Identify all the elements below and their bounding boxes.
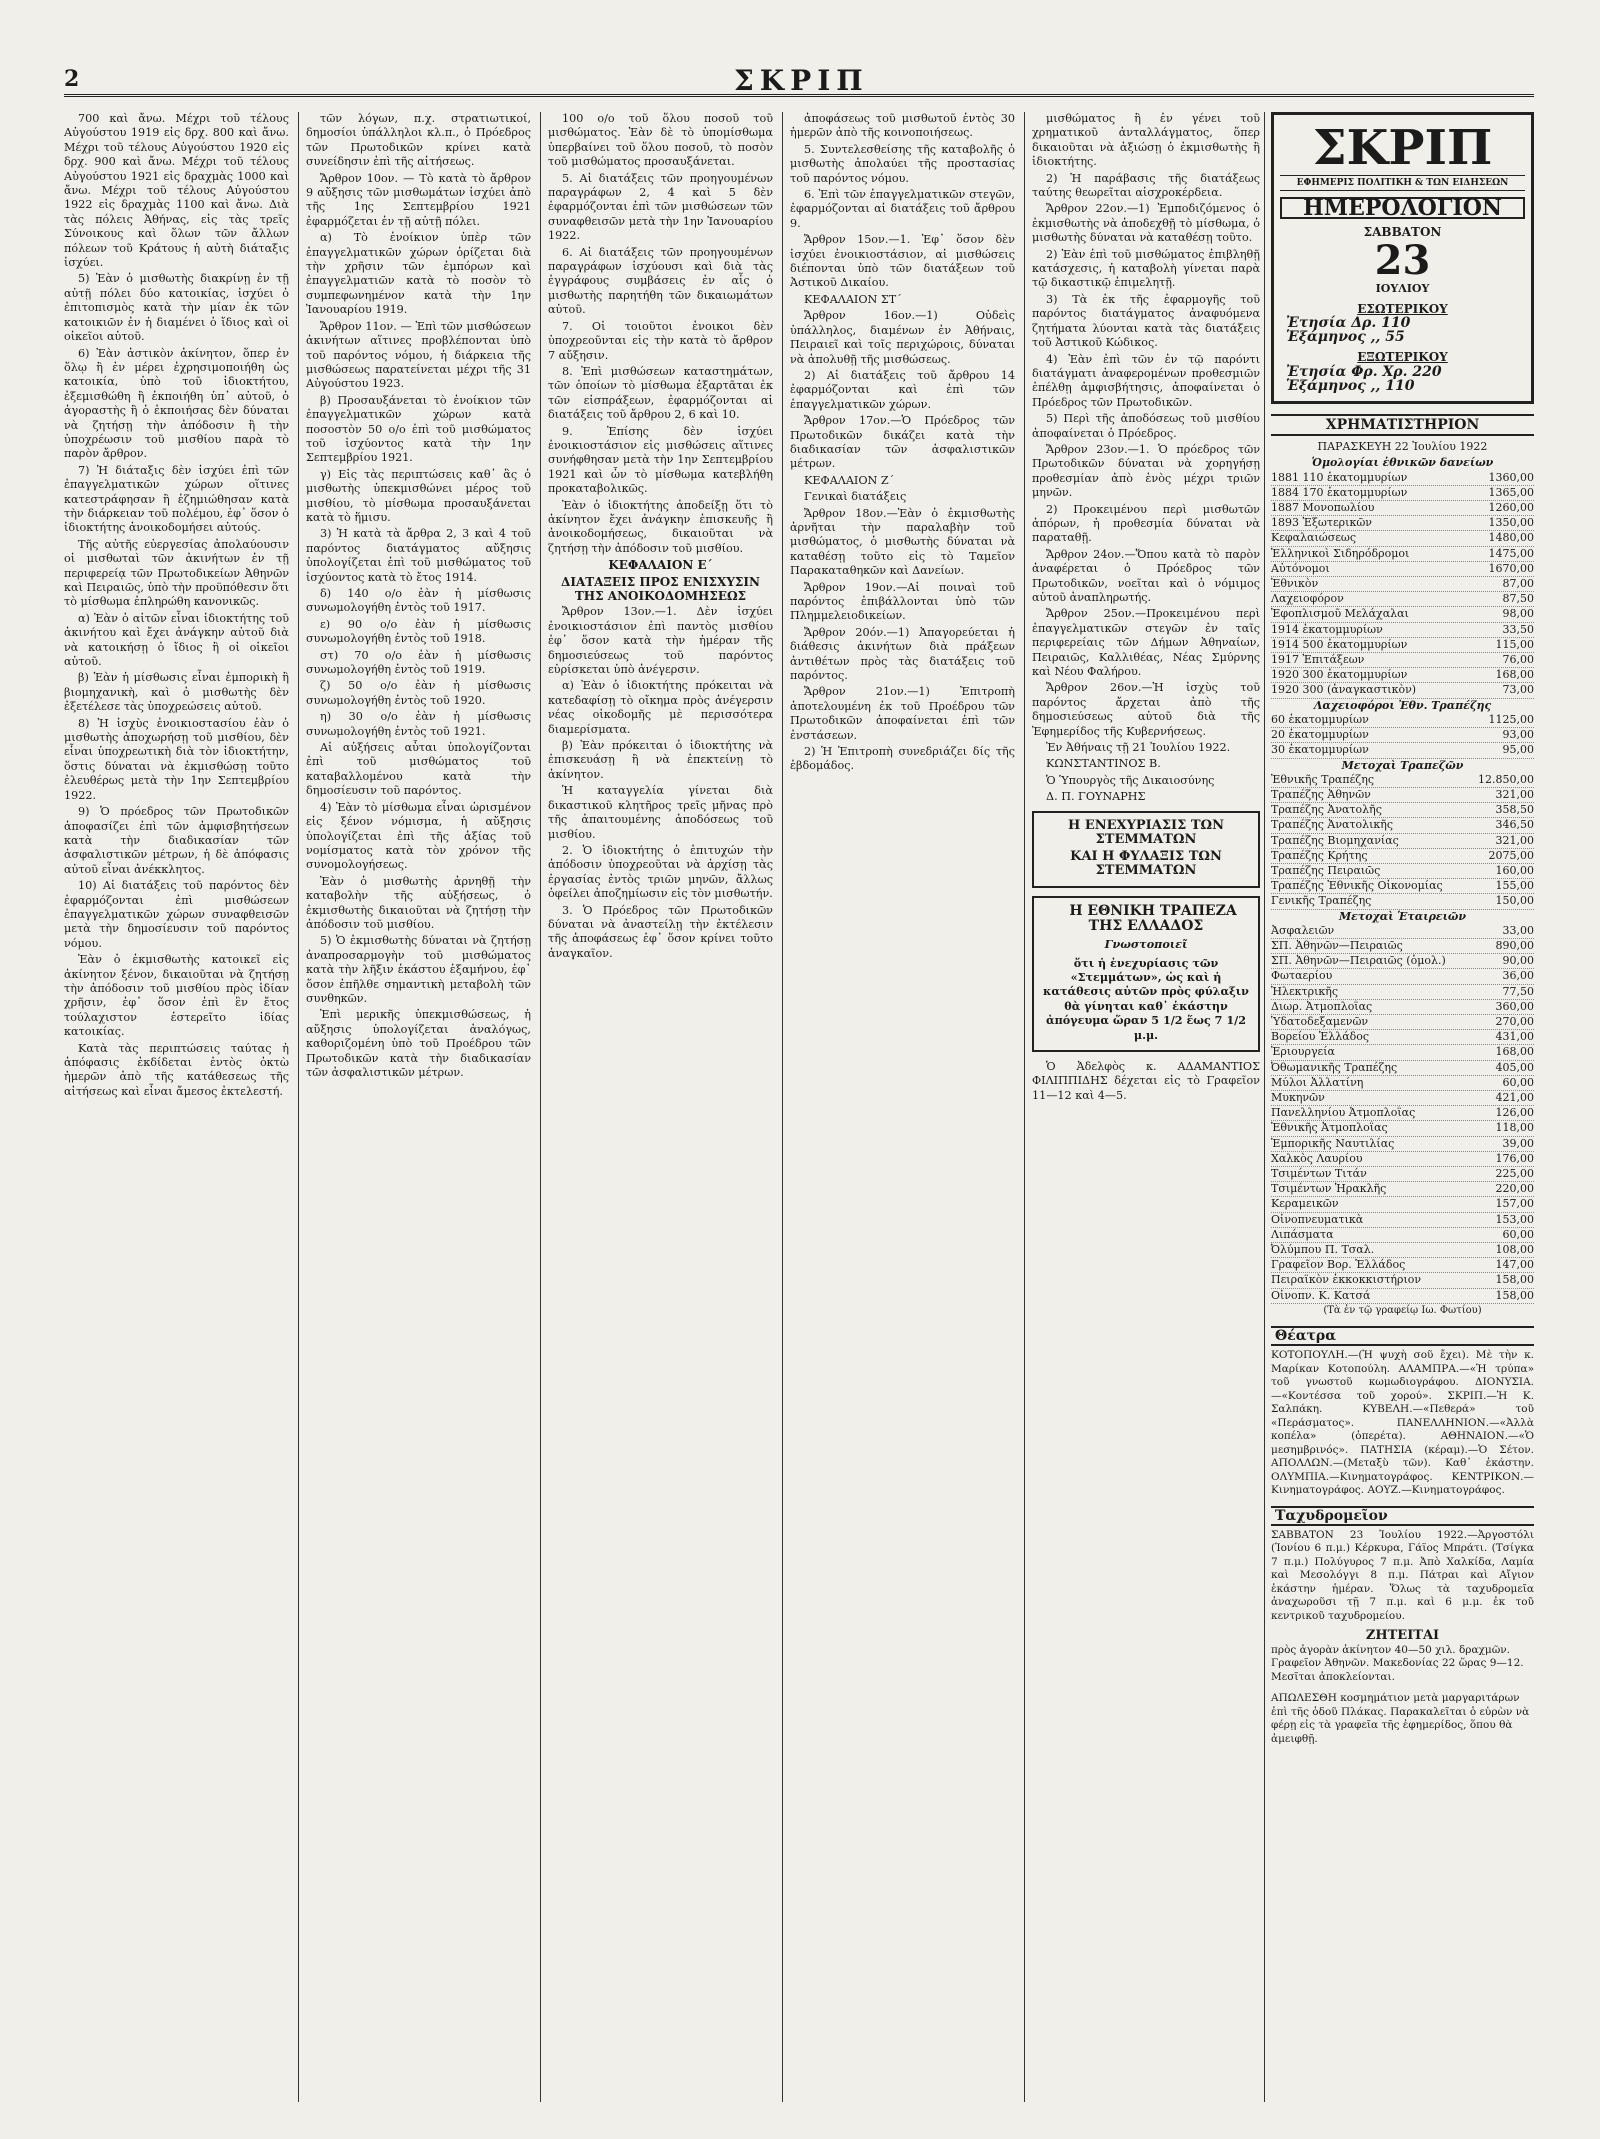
stock-name: Τραπέζης Πειραιῶς — [1271, 863, 1381, 877]
stock-row — [1271, 1258, 1534, 1273]
stock-value: 360,00 — [1495, 999, 1534, 1013]
article-paragraph: 8) Ἡ ἰσχὺς ἐνοικιοστασίου ἐὰν ὁ μισθωτὴς ἀποχωρήσῃ τοῦ μισθίου, δὲν εἶναι ὑποχρεωτικὴ διὰ τὸν ἰδιοκτήτην, ὅστις δύναται νὰ ἐκμισθώσῃ τοῦτο ἐλευθέρως μετὰ τὴν 1ην Σεπτεμβρίου 1922. — [64, 716, 289, 802]
stock-row — [1271, 501, 1534, 516]
stock-value: 93,00 — [1502, 728, 1534, 742]
stock-value: 77,50 — [1502, 984, 1534, 998]
stock-value: 321,00 — [1495, 833, 1534, 847]
calendar-title: ΗΜΕΡΟΛΟΓΙΟΝ — [1280, 197, 1525, 219]
column-2 — [306, 112, 531, 2102]
article-paragraph: Τῆς αὐτῆς εὐεργεσίας ἀπολαύουσιν οἱ μισθωταὶ τῶν ἀκινήτων ἐν τῇ περιφερείᾳ τῶν Πρωτοδικείων Ἀθηνῶν καὶ Πειραιῶς, ὑπὸ τὴν προϋπόθεσιν ὅτι τὸ μίσθωμα ἐπληρώθη κανονικῶς. — [64, 537, 289, 609]
article-paragraph: Ἄρθρον 17ον.—Ὁ Πρόεδρος τῶν Πρωτοδικῶν δικάζει κατὰ τὴν διαδικασίαν τῶν ἀσφαλιστικῶν μέτρων. — [790, 414, 1015, 471]
article-paragraph: Γενικαὶ διατάξεις — [804, 490, 907, 504]
article-paragraph: 2) Προκειμένου περὶ μισθωτῶν ἀπόρων, ἡ προθεσμία δύναται νὰ παραταθῇ. — [1032, 502, 1260, 545]
crowns-notice-box — [1032, 811, 1260, 889]
article-paragraph: ΚΕΦΑΛΑΙΟΝ ΣΤ΄ — [804, 292, 902, 306]
subscription-exterior-year: Ἐτησία Φρ. Χρ. 220 — [1286, 363, 1442, 380]
stock-value: 12.850,00 — [1478, 772, 1534, 786]
stock-name: Γενικῆς Τραπέζης — [1271, 894, 1372, 908]
article-paragraph: 7. Οἱ τοιοῦτοι ἐνοικοι δὲν ὑποχρεοῦνται εἰς τὴν κατὰ τὸ ἄρθρον 7 αὔξησιν. — [548, 319, 773, 362]
stock-value: 95,00 — [1502, 743, 1534, 757]
article-paragraph: Ἄρθρον 18ον.—Ἐὰν ὁ ἐκμισθωτὴς ἀρνῆται τὴν παραλαβὴν τοῦ μισθώματος, ὁ μισθωτὴς δύναται νὰ καταθέσῃ τοῦτο εἰς τὸ Ταμεῖον Παρακαταθηκῶν καὶ Δανείων. — [790, 506, 1015, 578]
stock-list — [1271, 471, 1534, 699]
stock-value: 1260,00 — [1488, 501, 1534, 515]
stock-name: Ἀσφαλειῶν — [1271, 923, 1335, 937]
stock-row — [1271, 1106, 1534, 1121]
stock-value: 147,00 — [1495, 1258, 1534, 1272]
subscription-interior-heading: ΕΣΩΤΕΡΙΚΟΥ — [1357, 301, 1448, 316]
article-paragraph: Ὁ Ὑπουργὸς τῆς Δικαιοσύνης — [1046, 773, 1215, 787]
stock-value: 2075,00 — [1488, 848, 1534, 862]
stock-value: 220,00 — [1495, 1182, 1534, 1196]
stock-name: Ἐθνικὸν — [1271, 577, 1319, 591]
stock-row — [1271, 683, 1534, 698]
stock-name: Ὀθωμανικῆς Τραπέζης — [1271, 1060, 1398, 1074]
stock-note: (Τὰ ἐν τῷ γραφείῳ Ιω. Φωτίου) — [1323, 1304, 1482, 1316]
stock-name: Αὐτόνομοι — [1271, 561, 1330, 575]
stock-row — [1271, 1030, 1534, 1045]
article-paragraph: Ἄρθρον 11ον. — Ἐπὶ τῶν μισθώσεων ἀκινήτων αἵτινες προβλέπονται ὑπὸ τοῦ παρόντος νόμου, ἡ διάρκεια τῆς μισθώσεως παρατείνεται μέχρι τῆς 31 Αὐγούστου 1923. — [306, 319, 531, 391]
article-paragraph: 7) Ἡ διάταξις δὲν ἰσχύει ἐπὶ τῶν ἐπαγγελματικῶν χώρων οἵτινες κατεστράφησαν ἢ ἐζημιώθησαν κατὰ τὴν διάρκειαν τοῦ πολέμου, ἐφ᾽ ὅσον ὁ ἰδιοκτήτης ἀνοικοδομήσει αὐτούς. — [64, 463, 289, 535]
stock-value: 1360,00 — [1488, 470, 1534, 484]
stock-value: 1350,00 — [1488, 516, 1534, 530]
stock-name: ΣΠ. Ἀθηνῶν—Πειραιῶς (ὁμολ.) — [1271, 954, 1446, 968]
article-paragraph: ΚΩΝΣΤΑΝΤΙΝΟΣ Β. — [1046, 757, 1161, 771]
stock-name: Φωταερίου — [1271, 969, 1333, 983]
stock-name: 1920 300 (ἀναγκαστικὸν) — [1271, 683, 1417, 697]
stock-name: 1881 110 ἑκατομμυρίων — [1271, 470, 1408, 484]
article-paragraph: 5) Ὁ ἐκμισθωτὴς δύναται νὰ ζητήσῃ ἀναπροσαρμογὴν τοῦ μισθώματος κατὰ τὴν λῆξιν ἑκάστου ἑξαμήνου, ἐφ᾽ ὅσον ἐπῆλθε σημαντικὴ μεταβολὴ τῶν συνθηκῶν. — [306, 934, 531, 1005]
stock-name: Ὀλύμπου Π. Τσαλ. — [1271, 1243, 1375, 1256]
bank-ad-text: ὅτι ἡ ἐνεχυρίασις τῶν «Στεμμάτων», ὡς καὶ ἡ κατάθεσις αὐτῶν πρὸς φύλαξιν θὰ γίνηται καθ᾽ ἑκάστην ἀπόγευμα ὥραν 5 1/2 ἕως 7 1/2 μ.μ. — [1043, 955, 1249, 1042]
bank-advertisement — [1032, 896, 1260, 1052]
stock-row — [1271, 803, 1534, 818]
article-paragraph: μισθώματος ἢ ἐν γένει τοῦ χρηματικοῦ ἀνταλλάγματος, ὅπερ δικαιοῦται νὰ ἀξιώσῃ ὁ ἐκμισθωτὴς ἢ ἰδιοκτήτης. — [1032, 112, 1260, 169]
stock-name: Οἰνοπν. Κ. Κατσά — [1271, 1288, 1371, 1302]
stock-list — [1271, 773, 1534, 910]
stock-value: 108,00 — [1495, 1243, 1534, 1256]
stock-group-heading: Μετοχαὶ Ἑταιρειῶν — [1338, 909, 1467, 923]
article-paragraph: α) Ἐὰν ὁ ἰδιοκτήτης πρόκειται νὰ κατεδαφίσῃ τὸ οἴκημα πρὸς ἀνέγερσιν νέας οἰκοδομῆς μὲ περισσότερα διαμερίσματα. — [548, 679, 773, 736]
article-paragraph: ε) 90 ο/ο ἐὰν ἡ μίσθωσις συνωμολογήθη ἐντὸς τοῦ 1918. — [306, 617, 531, 646]
article-paragraph: 4) Ἐὰν ἐπὶ τῶν ἐν τῷ παρόντι διατάγματι ἀναφερομένων προθεσμιῶν ἐπέλθῃ ἀμφισβήτησις, ἀποφαίνεται ὁ Πρόεδρος τῶν Πρωτοδικῶν. — [1032, 352, 1260, 409]
stock-exchange-title: ΧΡΗΜΑΤΙΣΤΗΡΙΟΝ — [1271, 414, 1534, 436]
stock-value: 321,00 — [1495, 787, 1534, 801]
stock-name: Τραπέζης Κρήτης — [1271, 848, 1368, 862]
lost-notice: ΑΠΩΛΕΣΘΗ κοσμημάτιον μετὰ μαργαριτάρων ἐπὶ τῆς ὁδοῦ Πλάκας. Παρακαλεῖται ὁ εὑρὼν νὰ φέρῃ εἰς τὰ γραφεῖα τῆς ἐφημερίδος, ὅπου θὰ ἀμειφθῇ. — [1271, 1692, 1530, 1745]
stock-value: 87,00 — [1502, 577, 1534, 591]
stock-row — [1271, 1167, 1534, 1182]
article-paragraph: Δ. Π. ΓΟΥΝΑΡΗΣ — [1046, 790, 1146, 804]
stock-name: 1887 Μονοπωλίου — [1271, 501, 1375, 515]
stock-value: 87,50 — [1502, 592, 1534, 606]
article-paragraph: ΚΕΦΑΛΑΙΟΝ Ζ΄ — [804, 473, 895, 487]
stock-name: Τραπέζης Ἀνατολικῆς — [1271, 818, 1394, 832]
page-header — [64, 64, 1534, 97]
article-paragraph: Ἄρθρον 25ον.—Προκειμένου περὶ ἐπαγγελματικῶν στεγῶν ἐν ταῖς περιφερείαις τῶν Δήμων Ἀθηναίων, Πειραιῶς, Καλλιθέας, Νέας Σμύρνης καὶ Νέου Φαλήρου. — [1032, 607, 1260, 679]
section-subheading: ΔΙΑΤΑΞΕΙΣ ΠΡΟΣ ΕΝΙΣΧΥΣΙΝ ΤΗΣ ΑΝΟΙΚΟΔΟΜΗΣΕΩΣ — [561, 574, 760, 603]
article-paragraph: 3) Τὰ ἐκ τῆς ἐφαρμογῆς τοῦ παρόντος διατάγματος ἀναφυόμενα ζητήματα λύονται κατὰ τὰς διατάξεις τοῦ Ἀστικοῦ Κώδικος. — [1032, 292, 1260, 350]
article-paragraph: Ἄρθρον 20όν.—1) Ἀπαγορεύεται ἡ διάθεσις ἀκινήτων διὰ πράξεων ἀντιθέτων πρὸς τὰς διατάξεις τοῦ παρόντος. — [790, 625, 1015, 683]
stock-name: Τσιμέντων Τιτάν — [1271, 1166, 1367, 1180]
article-paragraph: 5. Συντελεσθείσης τῆς καταβολῆς ὁ μισθωτὴς ἀπολαύει τῆς προστασίας τοῦ παρόντος νόμου. — [790, 142, 1015, 185]
article-paragraph: Ἄρθρον 23ον.—1. Ὁ πρόεδρος τῶν Πρωτοδικῶν δύναται νὰ χορηγήσῃ προθεσμίαν ἀπὸ ἑνὸς μέχρι τριῶν μηνῶν. — [1032, 442, 1260, 500]
stock-value: 158,00 — [1495, 1288, 1534, 1302]
stock-name: Πειραϊκὸν ἐκκοκκιστήριον — [1271, 1273, 1422, 1287]
article-paragraph: 10) Αἱ διατάξεις τοῦ παρόντος δὲν ἐφαρμόζονται ἐπὶ μισθώσεων ἐπαγγελματικῶν χώρων συναφθεισῶν μετὰ τὴν δημοσίευσιν τοῦ παρόντος νόμου. — [64, 879, 289, 950]
stock-value: 431,00 — [1495, 1030, 1534, 1044]
article-paragraph: α) Ἐὰν ὁ αἰτῶν εἶναι ἰδιοκτήτης τοῦ ἀκινήτου καὶ ἔχει ἀνάγκην αὐτοῦ διὰ νὰ κατοικήσῃ ὁ ἴδιος ἢ οἱ οἰκεῖοι αὐτοῦ. — [64, 611, 289, 669]
stock-value: 405,00 — [1495, 1060, 1534, 1074]
stock-row — [1271, 592, 1534, 607]
stock-row — [1271, 849, 1534, 864]
weekday: ΣΑΒΒΑΤΟΝ — [1363, 225, 1442, 240]
article-paragraph: 2) Ἐὰν ἐπὶ τοῦ μισθώματος ἐπιβληθῇ κατάσχεσις, ἡ καταβολὴ γίνεται παρὰ τῷ δικαστικῷ ἐπιμελητῇ. — [1032, 247, 1260, 290]
stock-value: 36,00 — [1502, 969, 1534, 983]
stock-row — [1271, 939, 1534, 954]
stock-name: Τραπέζης Ἐθνικῆς Οἰκονομίας — [1271, 879, 1443, 893]
article-paragraph: α) Τὸ ἐνοίκιον ὑπὲρ τῶν ἐπαγγελματικῶν χώρων ὁρίζεται διὰ τὴν χρῆσιν τῶν ἐμπόρων καὶ ἐπαγγελματιῶν κατὰ τὸ ποσὸν τὸ συμπεφωνημένον κατὰ τὴν 1ην Ἰανουαρίου 1919. — [306, 231, 531, 317]
stock-value: 98,00 — [1502, 607, 1534, 621]
stock-row — [1271, 834, 1534, 849]
stock-name: 1893 Ἐξωτερικῶν — [1271, 516, 1372, 530]
stock-name: Τσιμέντων Ἡρακλῆς — [1271, 1182, 1387, 1196]
article-paragraph: Ἄρθρον 21ον.—1) Ἐπιτροπὴ ἀποτελουμένη ἐκ τοῦ Προέδρου τῶν Πρωτοδικῶν ἀποφαίνεται ἐπὶ τῶν ἐνστάσεων. — [790, 685, 1015, 742]
stock-name: 1917 Ἐπιτάξεων — [1271, 653, 1365, 667]
stock-value: 1125,00 — [1488, 712, 1534, 726]
stock-name: ΣΠ. Ἀθηνῶν—Πειραιῶς — [1271, 938, 1403, 952]
stock-name: Διωρ. Ἀτμοπλοΐας — [1271, 999, 1373, 1013]
column-divider — [1024, 112, 1025, 2102]
stock-value: 157,00 — [1495, 1197, 1534, 1211]
stock-value: 60,00 — [1502, 1227, 1534, 1241]
post-office-text: ΣΑΒΒΑΤΟΝ 23 Ἰουλίου 1922.—Ἀργοστόλι (Ἰονίου 6 π.μ.) Κέρκυρα, Γάϊος Μπράτι. (Τσίγκα 7 π.μ.) Πολύγυρος 7 π.μ. Ἀπὸ Χαλκίδα, Λαμία καὶ Μεσολόγγι 8 π.μ. Πάτραι καὶ Αἴγιον ἑκάστην ἡμέραν. Ὅλως τὰ ταχυδρομεῖα ἀναχωροῦσι τῇ 7 π.μ. καὶ 6 μ.μ. ἐκ τοῦ κεντρικοῦ ταχυδρομείου. — [1271, 1528, 1534, 1622]
stock-row — [1271, 924, 1534, 939]
stock-name: Κεφαλαιώσεως — [1271, 531, 1357, 545]
article-paragraph: 100 ο/ο τοῦ ὅλου ποσοῦ τοῦ μισθώματος. Ἐὰν δὲ τὸ ὑπομίσθωμα ὑπερβαίνει τοῦ ὅλου ποσοῦ, τὸ ποσὸν τοῦ μισθώματος προσαυξάνεται. — [548, 112, 773, 169]
article-paragraph: 9. Ἐπίσης δὲν ἰσχύει ἐνοικιοστάσιον εἰς μισθώσεις αἵτινες συνήφθησαν μετὰ τὴν 1ην Σεπτεμβρίου 1921 καὶ ὧν τὸ μίσθωμα κατεβλήθη προκαταβολικῶς. — [548, 424, 773, 496]
stock-value: 225,00 — [1495, 1166, 1534, 1180]
article-paragraph: 3. Ὁ Πρόεδρος τῶν Πρωτοδικῶν δύναται νὰ ἀναστείλῃ τὴν ἐκτέλεσιν τῆς ἀποφάσεως ἐφ᾽ ὅσον κρίνει τοῦτο ἀναγκαῖον. — [548, 903, 773, 960]
article-paragraph: στ) 70 ο/ο ἐὰν ἡ μίσθωσις συνωμολογήθη ἐντὸς τοῦ 1919. — [306, 648, 531, 677]
stock-value: 115,00 — [1495, 637, 1534, 651]
stock-row — [1271, 1228, 1534, 1243]
stock-row — [1271, 818, 1534, 833]
stock-name: Βορείου Ἑλλάδος — [1271, 1030, 1370, 1044]
stock-value: 158,00 — [1495, 1273, 1534, 1287]
article-paragraph: Ἄρθρον 16ον.—1) Οὐδεὶς ὑπάλληλος, διαμένων ἐν Ἀθήναις, Πειραιεῖ καὶ τοῖς περιχώροις, δύναται νὰ ἀπολυθῇ τῆς μισθώσεως. — [790, 309, 1015, 366]
stock-row — [1271, 894, 1534, 909]
stock-value: 1670,00 — [1488, 561, 1534, 575]
stock-name: Χαλκὸς Λαυρίου — [1271, 1151, 1363, 1165]
stock-row — [1271, 1015, 1534, 1030]
article-paragraph: Κατὰ τὰς περιπτώσεις ταύτας ἡ ἀπόφασις ἐκδίδεται ἐντὸς ὀκτὼ ἡμερῶν ἀπὸ τῆς κατάθεσεως τῆς αἰτήσεως καὶ εἶναι ἄμεσος ἐκτελεστή. — [64, 1041, 289, 1098]
stock-row — [1271, 1121, 1534, 1136]
article-paragraph: 700 καὶ ἄνω. Μέχρι τοῦ τέλους Αὐγούστου 1919 εἰς δρχ. 800 καὶ ἄνω. Μέχρι τοῦ τέλους Αὐγούστου 1920 εἰς δρχ. 900 καὶ ἄνω. Μέχρι τοῦ τέλους Αὐγούστου 1921 εἰς δραχμὰς 1000 καὶ ἄνω. Μέχρι τοῦ τέλους Αὐγούστου 1922 εἰς δραχμὰς 1100 καὶ ἄνω. Διὰ τὰς πόλεις Ἀθήνας, εἰς τὰς τρεῖς Σύνοικους καὶ ὅλων τῶν ἄλλων πόλεων τοῦ Κράτους ἡ αὐτὴ διάταξις ἰσχύει. — [64, 112, 289, 270]
stock-row — [1271, 985, 1534, 1000]
stock-row — [1271, 1045, 1534, 1060]
article-paragraph: 5. Αἱ διατάξεις τῶν προηγουμένων παραγράφων 2, 4 καὶ 5 δὲν ἐφαρμόζονται ἐπὶ τῶν μισθώσεων τῶν συναφθεισῶν μετὰ τὴν 1ην Ἰανουαρίου 1922. — [548, 171, 773, 243]
stock-row — [1271, 577, 1534, 592]
stock-row — [1271, 788, 1534, 803]
stock-row — [1271, 728, 1534, 743]
stock-value: 33,00 — [1502, 923, 1534, 937]
stock-value: 150,00 — [1495, 894, 1534, 908]
article-paragraph: Ἐὰν ὁ μισθωτὴς ἀρνηθῇ τὴν καταβολὴν τῆς αὐξήσεως, ὁ ἐκμισθωτὴς δικαιοῦται νὰ ζητήσῃ τὴν ἀπόδοσιν τοῦ μισθίου. — [306, 874, 531, 931]
article-paragraph: Ἡ καταγγελία γίνεται διὰ δικαστικοῦ κλητῆρος τρεῖς μῆνας πρὸ τῆς ἀπαιτουμένης ἀποδόσεως τοῦ μισθίου. — [548, 784, 773, 841]
newspaper-logo: ΣΚΡΙΠ — [1312, 120, 1493, 176]
stock-row — [1271, 773, 1534, 788]
article-paragraph: Ἐν Ἀθήναις τῇ 21 Ἰουλίου 1922. — [1046, 741, 1231, 755]
article-paragraph: Ἄρθρον 15ον.—1. Ἐφ᾽ ὅσον δὲν ἰσχύει ἐνοικιοστάσιον, αἱ μισθώσεις διέπονται ὑπὸ τῶν διατάξεων τοῦ Ἀστικοῦ Δικαίου. — [790, 233, 1015, 290]
stock-row — [1271, 486, 1534, 501]
stock-value: 60,00 — [1502, 1075, 1534, 1089]
stock-name: Μυκηνῶν — [1271, 1090, 1325, 1104]
bank-ad-title: Η ΕΘΝΙΚΗ ΤΡΑΠΕΖΑ ΤΗΣ ΕΛΛΑΔΟΣ — [1069, 903, 1237, 934]
stock-row — [1271, 547, 1534, 562]
stock-row — [1271, 1076, 1534, 1091]
stock-row — [1271, 1197, 1534, 1212]
stock-value: 176,00 — [1495, 1151, 1534, 1165]
article-paragraph: Ἄρθρον 10ον. — Τὸ κατὰ τὸ ἄρθρον 9 αὔξησις τῶν μισθωμάτων ἰσχύει ἀπὸ τῆς 1ης Σεπτεμβρίου 1921 ἐφαρμόζεται ἐν τῇ αὐτῇ πόλει. — [306, 171, 531, 228]
crowns-notice-line2: ΚΑΙ Η ΦΥΛΑΞΙΣ ΤΩΝ ΣΤΕΜΜΑΤΩΝ — [1070, 848, 1222, 878]
stock-row — [1271, 516, 1534, 531]
article-paragraph: 2) Ἡ παράβασις τῆς διατάξεως ταύτης θεωρεῖται αἰσχροκέρδεια. — [1032, 171, 1260, 200]
stock-row — [1271, 1061, 1534, 1076]
article-paragraph: δ) 140 ο/ο ἐὰν ἡ μίσθωσις συνωμολογήθη ἐντὸς τοῦ 1917. — [306, 587, 531, 615]
bank-ad-footer: Ὁ Ἀδελφὸς κ. ΑΔΑΜΑΝΤΙΟΣ ΦΙΛΙΠΠΙΔΗΣ δέχεται εἰς τὸ Γραφεῖον 11—12 καὶ 4—5. — [1032, 1059, 1260, 1102]
stock-row — [1271, 713, 1534, 728]
article-paragraph: Ἐὰν ὁ ἐκμισθωτὴς κατοικεῖ εἰς ἀκίνητον ξένον, δικαιοῦται νὰ ζητήσῃ τὴν ἀπόδοσιν τοῦ μισθίου πρὸς ἰδίαν χρῆσιν, ἐφ᾽ ὅσον ἐπὶ ἓν ἔτος τούλαχιστον ἐστερεῖτο ἰδίας κατοικίας. — [64, 953, 289, 1039]
column-divider — [298, 112, 299, 2102]
article-paragraph: 5) Περὶ τῆς ἀποδόσεως τοῦ μισθίου ἀποφαίνεται ὁ Πρόεδρος. — [1032, 412, 1260, 440]
stock-value: 168,00 — [1495, 1045, 1534, 1059]
stock-name: Ἐμπορικῆς Ναυτιλίας — [1271, 1136, 1395, 1150]
stock-value: 1480,00 — [1488, 531, 1534, 545]
stock-value: 33,50 — [1502, 622, 1534, 636]
newspaper-page — [64, 64, 1534, 2104]
article-paragraph: 8. Ἐπὶ μισθώσεων καταστημάτων, τῶν ὁποίων τὸ μίσθωμα ἐξαρτᾶται ἐκ τῶν εἰσπράξεων, ἐφαρμόζονται αἱ διατάξεις τοῦ ἄρθρου 2, 6 καὶ 10. — [548, 364, 773, 422]
stock-row — [1271, 969, 1534, 984]
stock-name: Μύλοι Ἀλλατίνη — [1271, 1075, 1364, 1089]
stock-value: 1475,00 — [1488, 546, 1534, 560]
stock-row — [1271, 471, 1534, 486]
stock-name: Ἐθνικῆς Ἀτμοπλοΐας — [1271, 1121, 1388, 1135]
stock-name: Ἑλληνικοὶ Σιδηρόδρομοι — [1271, 546, 1410, 560]
stock-name: Τραπέζης Ἀνατολῆς — [1271, 803, 1382, 817]
subscription-interior-year: Ἐτησία Δρ. 110 — [1286, 315, 1411, 332]
column-4 — [790, 112, 1015, 2102]
wanted-text: πρὸς ἀγορὰν ἀκίνητον 40—50 χιλ. δραχμῶν. Γραφεῖον Ἀθηνῶν. Μακεδονίας 22 ὥρας 9—12. Μεσῖται ἀποκλείονται. — [1271, 1643, 1524, 1683]
stock-row — [1271, 1091, 1534, 1106]
stock-group-heading: Ὁμολογίαι ἐθνικῶν δανείων — [1311, 456, 1494, 470]
article-paragraph: η) 30 ο/ο ἐὰν ἡ μίσθωσις συνωμολογήθη ἐντὸς τοῦ 1921. — [306, 710, 531, 738]
stock-name: 1914 ἑκατομμυρίων — [1271, 622, 1383, 636]
column-1 — [64, 112, 289, 2102]
article-paragraph: Ἄρθρον 26ον.—Ἡ ἰσχὺς τοῦ παρόντος ἄρχεται ἀπὸ τῆς δημοσιεύσεως αὐτοῦ διὰ τῆς Ἐφημερίδος τῆς Κυβερνήσεως. — [1032, 681, 1260, 738]
stock-row — [1271, 562, 1534, 577]
article-paragraph: 6) Ἐὰν ἀστικὸν ἀκίνητον, ὅπερ ἐν ὅλῳ ἢ ἐν μέρει ἐχρησιμοποιήθη ὡς κατοικία, ὑπὸ τοῦ ἰδιοκτήτου, ἐξεμισθώθη ἢ ἐκποιήθη ὑπ᾽ αὐτοῦ, ὁ ἀγοραστὴς ἢ ὁ ἐκποιήσας δὲν δύναται νὰ ζητήσῃ τὴν ἀπόδοσιν ἢ τὴν ὑποχρέωσιν τοῦ μισθίου παρὰ τὸ παρὸν ἄρθρον. — [64, 346, 289, 461]
article-paragraph: 2) Αἱ διατάξεις τοῦ ἄρθρου 14 ἐφαρμόζονται καὶ ἐπὶ τῶν ἐπαγγελματικῶν χώρων. — [790, 368, 1015, 411]
stock-name: Ἐριουργεία — [1271, 1045, 1335, 1059]
stock-name: 1884 170 ἑκατομμυρίων — [1271, 485, 1408, 499]
article-paragraph: β) Ἐὰν ἡ μίσθωσις εἶναι ἐμπορικὴ ἢ βιομηχανικὴ, καὶ ὁ μισθωτὴς δὲν ἐξετέλεσε τὰς ὑποχρεώσεις αὐτοῦ. — [64, 671, 289, 714]
stock-row — [1271, 1243, 1534, 1258]
stock-value: 890,00 — [1495, 938, 1534, 952]
stock-group-heading: Μετοχαὶ Τραπεζῶν — [1341, 758, 1464, 772]
stock-row — [1271, 1182, 1534, 1197]
article-paragraph: Ἄρθρον 24ον.—Ὅπου κατὰ τὸ παρὸν ἀναφέρεται ὁ Πρόεδρος τῶν Πρωτοδικῶν, νοεῖται καὶ ὁ νόμιμος αὐτοῦ ἀναπληρωτής. — [1032, 547, 1260, 604]
stock-row — [1271, 531, 1534, 546]
article-paragraph: Ἐπὶ μερικῆς ὑπεκμισθώσεως, ἡ αὔξησις ὑπολογίζεται ἀναλόγως, καθοριζομένη ὑπὸ τοῦ Προέδρου τῶν Πρωτοδικῶν κατὰ τὴν διαδικασίαν τῶν ἀσφαλιστικῶν μέτρων. — [306, 1008, 531, 1079]
article-paragraph: 2) Ἡ Ἐπιτροπὴ συνεδριάζει δίς τῆς ἑβδομάδος. — [790, 745, 1015, 773]
subscription-interior-half: Ἑξάμηνος ,, 55 — [1286, 329, 1405, 346]
stock-value: 39,00 — [1502, 1136, 1534, 1150]
article-paragraph: ζ) 50 ο/ο ἐὰν ἡ μίσθωσις συνωμολογήθη ἐντὸς τοῦ 1920. — [306, 679, 531, 707]
column-5 — [1032, 112, 1260, 2102]
stock-name: Κεραμεικῶν — [1271, 1197, 1339, 1211]
stock-row — [1271, 623, 1534, 638]
stock-name: Οἰνοπνευματικὰ — [1271, 1212, 1364, 1226]
masthead-title: ΣΚΡΙΠ — [734, 64, 869, 97]
stock-name: Ἐφοπλισμοῦ Μελάχαλαι — [1271, 607, 1409, 621]
article-paragraph: Ἄρθρον 19ον.—Αἱ ποιναὶ τοῦ παρόντος ἐπιβάλλονται ὑπὸ τῶν Πλημμελειοδικείων. — [790, 580, 1015, 623]
stock-row — [1271, 743, 1534, 758]
article-paragraph: 6. Αἱ διατάξεις τῶν προηγουμένων παραγράφων ἰσχύουσι καὶ διὰ τὰς ἐγγράφους συμβάσεις ἐν αἷς ὁ μισθωτὴς παρητήθη τῶν δικαιωμάτων αὐτοῦ. — [548, 245, 773, 317]
article-paragraph: ἀποφάσεως τοῦ μισθωτοῦ ἐντὸς 30 ἡμερῶν ἀπὸ τῆς κοινοποιήσεως. — [790, 112, 1015, 140]
stock-group-heading: Λαχειοφόροι Ἐθν. Τραπέζης — [1313, 698, 1492, 712]
stock-name: 30 ἑκατομμυρίων — [1271, 743, 1369, 757]
stock-value: 76,00 — [1502, 653, 1534, 667]
column-divider — [782, 112, 783, 2102]
stock-row — [1271, 1273, 1534, 1288]
stock-name: Λαχειοφόρον — [1271, 592, 1344, 606]
stock-row — [1271, 954, 1534, 969]
stock-value: 270,00 — [1495, 1014, 1534, 1028]
stock-row — [1271, 668, 1534, 683]
column-3 — [548, 112, 773, 2102]
date-month: ΙΟΥΛΙΟΥ — [1375, 281, 1430, 295]
stock-list — [1271, 924, 1534, 1304]
stock-row — [1271, 1289, 1534, 1304]
stock-name: Τραπέζης Βιομηχανίας — [1271, 833, 1399, 847]
stock-row — [1271, 864, 1534, 879]
stock-name: 20 ἑκατομμυρίων — [1271, 728, 1369, 742]
stock-row — [1271, 638, 1534, 653]
article-paragraph: 6. Ἐπὶ τῶν ἐπαγγελματικῶν στεγῶν, ἐφαρμόζονται αἱ διατάξεις τοῦ ἄρθρου 9. — [790, 188, 1015, 230]
stock-row — [1271, 1137, 1534, 1152]
stock-list — [1271, 713, 1534, 759]
logo-subtitle: ΕΦΗΜΕΡΙΣ ΠΟΛΙΤΙΚΗ & ΤΩΝ ΕΙΔΗΣΕΩΝ — [1280, 175, 1525, 191]
stock-name: Γραφεῖον Βορ. Ἑλλάδος — [1271, 1258, 1406, 1272]
stock-name: Τραπέζης Ἀθηνῶν — [1271, 787, 1371, 801]
article-paragraph: 3) Ἡ κατὰ τὰ ἄρθρα 2, 3 καὶ 4 τοῦ παρόντος διατάγματος αὔξησις ὑπολογίζεται ἐπὶ τοῦ μισθώματος τοῦ ἰσχύοντος κατὰ τὸ ἔτος 1914. — [306, 527, 531, 584]
article-paragraph: τῶν λόγων, π.χ. στρατιωτικοί, δημοσίοι ὑπάλληλοι κλ.π., ὁ Πρόεδρος τῶν Πρωτοδικῶν κρίνει κατὰ συνείδησιν ἐπὶ τῆς αἰτήσεως. — [306, 112, 531, 169]
stock-value: 155,00 — [1495, 879, 1534, 893]
stock-name: 60 ἑκατομμυρίων — [1271, 712, 1369, 726]
stock-row — [1271, 1213, 1534, 1228]
stock-name: 1914 500 ἑκατομμυρίων — [1271, 637, 1408, 651]
article-paragraph: β) Προσαυξάνεται τὸ ἐνοίκιον τῶν ἐπαγγελματικῶν χώρων κατὰ ποσοστὸν 50 ο/ο ἐπὶ τοῦ μισθώματος τοῦ ἰσχύοντος κατὰ τὴν 1ην Σεπτεμβρίου 1921. — [306, 393, 531, 465]
article-paragraph: Αἱ αὐξήσεις αὗται ὑπολογίζονται ἐπὶ τοῦ μισθώματος τοῦ καταβαλλομένου κατὰ τὴν δημοσίευσιν τοῦ παρόντος. — [306, 741, 531, 798]
stock-value: 118,00 — [1495, 1121, 1534, 1135]
article-paragraph: Ἄρθρον 22ον.—1) Ἐμποδιζόμενος ὁ ἐκμισθωτὴς νὰ ἀποδεχθῇ τὸ μίσθωμα, ὁ μισθωτὴς δύναται νὰ καταθέσῃ τοῦτο. — [1032, 202, 1260, 245]
stock-value: 160,00 — [1495, 863, 1534, 877]
right-sidebar — [1271, 112, 1534, 2102]
subscription-exterior-heading: ΕΞΩΤΕΡΙΚΟΥ — [1357, 350, 1448, 365]
stock-value: 358,50 — [1495, 803, 1534, 817]
calendar-box — [1271, 112, 1534, 404]
theatres-heading: Θέατρα — [1271, 1326, 1534, 1346]
stock-row — [1271, 653, 1534, 668]
stock-row — [1271, 607, 1534, 622]
bank-ad-subtitle: Γνωστοποιεῖ — [1104, 937, 1188, 952]
column-divider — [540, 112, 541, 2102]
subscription-exterior-half: Ἑξάμηνος ,, 110 — [1286, 377, 1415, 394]
post-office-heading: Ταχυδρομεῖον — [1271, 1506, 1534, 1526]
stock-value: 73,00 — [1502, 683, 1534, 697]
stock-value: 168,00 — [1495, 668, 1534, 682]
article-paragraph: 2. Ὁ ἰδιοκτήτης ὁ ἐπιτυχών τὴν ἀπόδοσιν ὑποχρεοῦται νὰ ἀρχίσῃ τὰς ἐργασίας ἐντὸς τριῶν μηνῶν, ἄλλως ὀφείλει ἀποζημίωσιν εἰς τὸν μισθωτήν. — [548, 843, 773, 901]
article-paragraph: 5) Ἐὰν ὁ μισθωτὴς διακρίνῃ ἐν τῇ αὐτῇ πόλει δύο κατοικίας, ἰσχύει ὁ ἐπιτοπισμὸς κατὰ τὴν μίαν ἐκ τῶν κατοικιῶν ἐν ἡ διαμένει ὁ ἴδιος καὶ οἱ οἰκεῖοι αὐτοῦ. — [64, 272, 289, 344]
wanted-heading: ΖΗΤΕΙΤΑΙ — [1365, 1628, 1440, 1644]
article-paragraph: β) Ἐὰν πρόκειται ὁ ἰδιοκτήτης νὰ ἐπισκευάσῃ ἢ νὰ ἐπεκτείνῃ τὸ ἀκίνητον. — [548, 739, 773, 781]
stock-exchange-date: ΠΑΡΑΣΚΕΥΗ 22 Ἰουλίου 1922 — [1317, 440, 1488, 454]
stock-name: Ἐθνικῆς Τραπέζης — [1271, 772, 1375, 786]
column-divider — [1264, 112, 1265, 2102]
stock-name: Ὑδατοδεξαμενῶν — [1271, 1014, 1369, 1028]
stock-value: 126,00 — [1495, 1106, 1534, 1120]
stock-name: Πανελληνίου Ἀτμοπλοΐας — [1271, 1106, 1416, 1120]
page-number: 2 — [64, 66, 80, 92]
stock-value: 90,00 — [1502, 954, 1534, 968]
article-paragraph: Ἄρθρον 13ον.—1. Δὲν ἰσχύει ἐνοικιοστάσιον ἐπὶ παντὸς μισθίου ἐφ᾽ ὅσον κατὰ τὴν ἡμέραν τῆς δημοσιεύσεως τοῦ παρόντος εὑρίσκεται ὑπὸ ἀνέγερσιν. — [548, 605, 773, 677]
stock-row — [1271, 879, 1534, 894]
stock-value: 346,50 — [1495, 818, 1534, 832]
article-paragraph: γ) Εἰς τὰς περιπτώσεις καθ᾽ ἃς ὁ μισθωτὴς ὑπεκμισθώνει μέρος τοῦ μισθίου, τὸ μίσθωμα προσαυξάνεται κατὰ τὸ ἥμισυ. — [306, 467, 531, 524]
stock-row — [1271, 1000, 1534, 1015]
stock-value: 421,00 — [1495, 1090, 1534, 1104]
stock-row — [1271, 1152, 1534, 1167]
stock-name: Λιπάσματα — [1271, 1227, 1334, 1241]
stock-name: Ἠλεκτρικῆς — [1271, 984, 1339, 998]
theatres-text: ΚΟΤΟΠΟΥΛΗ.—(Ἡ ψυχὴ σοῦ ἔχει). Μὲ τὴν κ. Μαρίκαν Κοτοπούλη. ΑΛΑΜΠΡΑ.—«Ἡ τρύπα» τοῦ γνωστοῦ κωμωδιογράφου. ΔΙΟΝΥΣΙΑ.—«Κοντέσσα τοῦ χορού». ΣΚΡΙΠ.—Ἡ Κ. Σαλπάκη. ΚΥΒΕΛΗ.—«Πεθερά» τοῦ «Περάσματος». ΠΑΝΕΛΛΗΝΙΟΝ.—«Ἀλλὰ κοπέλα» (ὀπερέτα). ΑΘΗΝΑΙΟΝ.—«Ὁ μεσημβρινός». ΠΑΤΗΣΙΑ (κέραμ).—Ὁ Σέτον. ΑΠΟΛΛΩΝ.—(Μεταξὺ τῶν). Καθ᾽ ἑκάστην. ΟΛΥΜΠΙΑ.—Κινηματογράφος. ΚΕΝΤΡΙΚΟΝ.—Κινηματογράφος. ΑΟΥΖ.—Κινηματογράφος. — [1271, 1349, 1534, 1497]
section-heading: ΚΕΦΑΛΑΙΟΝ Ε΄ — [608, 558, 713, 573]
crowns-notice-line1: Η ΕΝΕΧΥΡΙΑΣΙΣ ΤΩΝ ΣΤΕΜΜΑΤΩΝ — [1068, 817, 1224, 848]
stock-value: 1365,00 — [1488, 485, 1534, 499]
date-day: 23 — [1374, 236, 1431, 284]
article-paragraph: 9) Ὁ πρόεδρος τῶν Πρωτοδικῶν ἀποφασίζει ἐπὶ τῶν ἀμφισβητήσεων κατὰ τὴν διαδικασίαν τῶν ἀσφαλιστικῶν μέτρων, ἡ δὲ ἀπόφασις αὐτοῦ εἶναι ἀνέκκλητος. — [64, 805, 289, 876]
stock-name: 1920 300 ἑκατομμυρίων — [1271, 668, 1408, 682]
article-paragraph: 4) Ἐὰν τὸ μίσθωμα εἶναι ὡρισμένον εἰς ξένον νόμισμα, ἡ αὔξησις ὑπολογίζεται ἐπὶ τῆς ἀξίας τοῦ νομίσματος κατὰ τὸν χρόνον τῆς συνομολογήσεως. — [306, 800, 531, 872]
stock-value: 153,00 — [1495, 1212, 1534, 1226]
article-paragraph: Ἐὰν ὁ ἰδιοκτήτης ἀποδείξῃ ὅτι τὸ ἀκίνητον ἔχει ἀνάγκην ἐπισκευῆς ἢ ἀνοικοδομήσεως, δικαιοῦται νὰ ζητήσῃ τὴν ἀπόδοσιν τοῦ μισθίου. — [548, 498, 773, 555]
